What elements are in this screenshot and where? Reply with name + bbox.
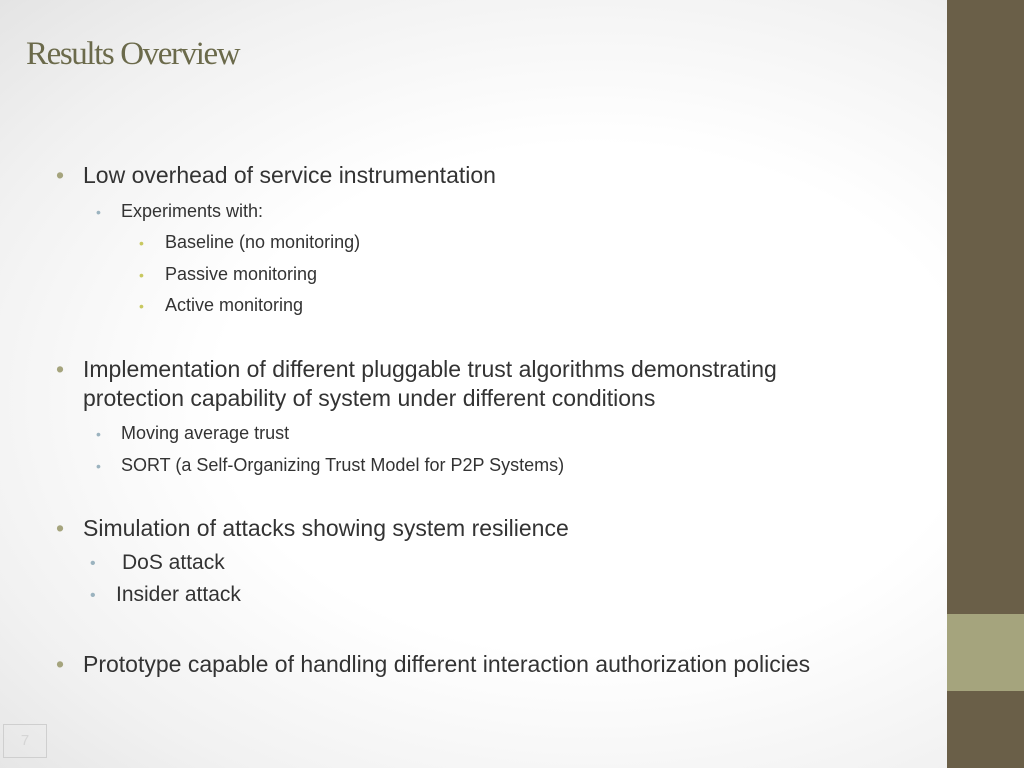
bullet-text-line-2: protection capability of system under different conditions — [83, 385, 656, 411]
bullet-text: Low overhead of service instrumentation — [83, 162, 496, 188]
sub-bullet-item — [96, 453, 564, 477]
sub-sub-bullet-item — [139, 262, 317, 286]
bullet-item — [56, 514, 569, 543]
bullet-text: Passive monitoring — [165, 264, 318, 284]
bullet-dot-icon: • — [56, 356, 65, 382]
bullet-text: Prototype capable of handling different interaction authorization policies — [83, 651, 811, 677]
bullet-dot-icon: • — [96, 458, 101, 474]
accent-block — [947, 614, 1024, 691]
sub-bullet-item — [90, 582, 241, 608]
bullet-dot-icon: • — [56, 651, 65, 677]
bullet-dot-icon: • — [139, 235, 144, 251]
bullet-text: Insider attack — [116, 583, 241, 606]
sub-bullet-item — [90, 550, 225, 576]
bullet-text: Moving average trust — [121, 423, 290, 443]
bullet-item — [56, 650, 810, 679]
bullet-text: Simulation of attacks showing system resilience — [83, 515, 569, 541]
bullet-text: SORT (a Self-Organizing Trust Model for P2P Systems) — [121, 455, 565, 475]
bullet-text: Baseline (no monitoring) — [165, 232, 361, 252]
bullet-text: Experiments with: — [121, 201, 264, 221]
sub-sub-bullet-item — [139, 293, 303, 317]
bullet-dot-icon: • — [139, 298, 144, 314]
bullet-text: Active monitoring — [165, 295, 304, 315]
sub-sub-bullet-item — [139, 230, 360, 254]
bullet-dot-icon: • — [90, 555, 96, 572]
bullet-dot-icon: • — [139, 267, 144, 283]
bullet-dot-icon: • — [90, 587, 96, 604]
bullet-dot-icon: • — [56, 162, 65, 188]
bullet-item — [56, 355, 777, 413]
bullet-item — [56, 161, 496, 190]
bullet-text: DoS attack — [122, 551, 225, 574]
bullet-dot-icon: • — [56, 515, 65, 541]
bullet-dot-icon: • — [96, 204, 101, 220]
sub-bullet-item — [96, 421, 289, 445]
slide-number: 7 — [3, 724, 47, 758]
bullet-dot-icon: • — [96, 426, 101, 442]
sub-bullet-item — [96, 199, 263, 223]
slide-title: Results Overview — [26, 36, 240, 72]
bullet-text-line-1: Implementation of different pluggable trust algorithms demonstrating — [83, 356, 777, 382]
